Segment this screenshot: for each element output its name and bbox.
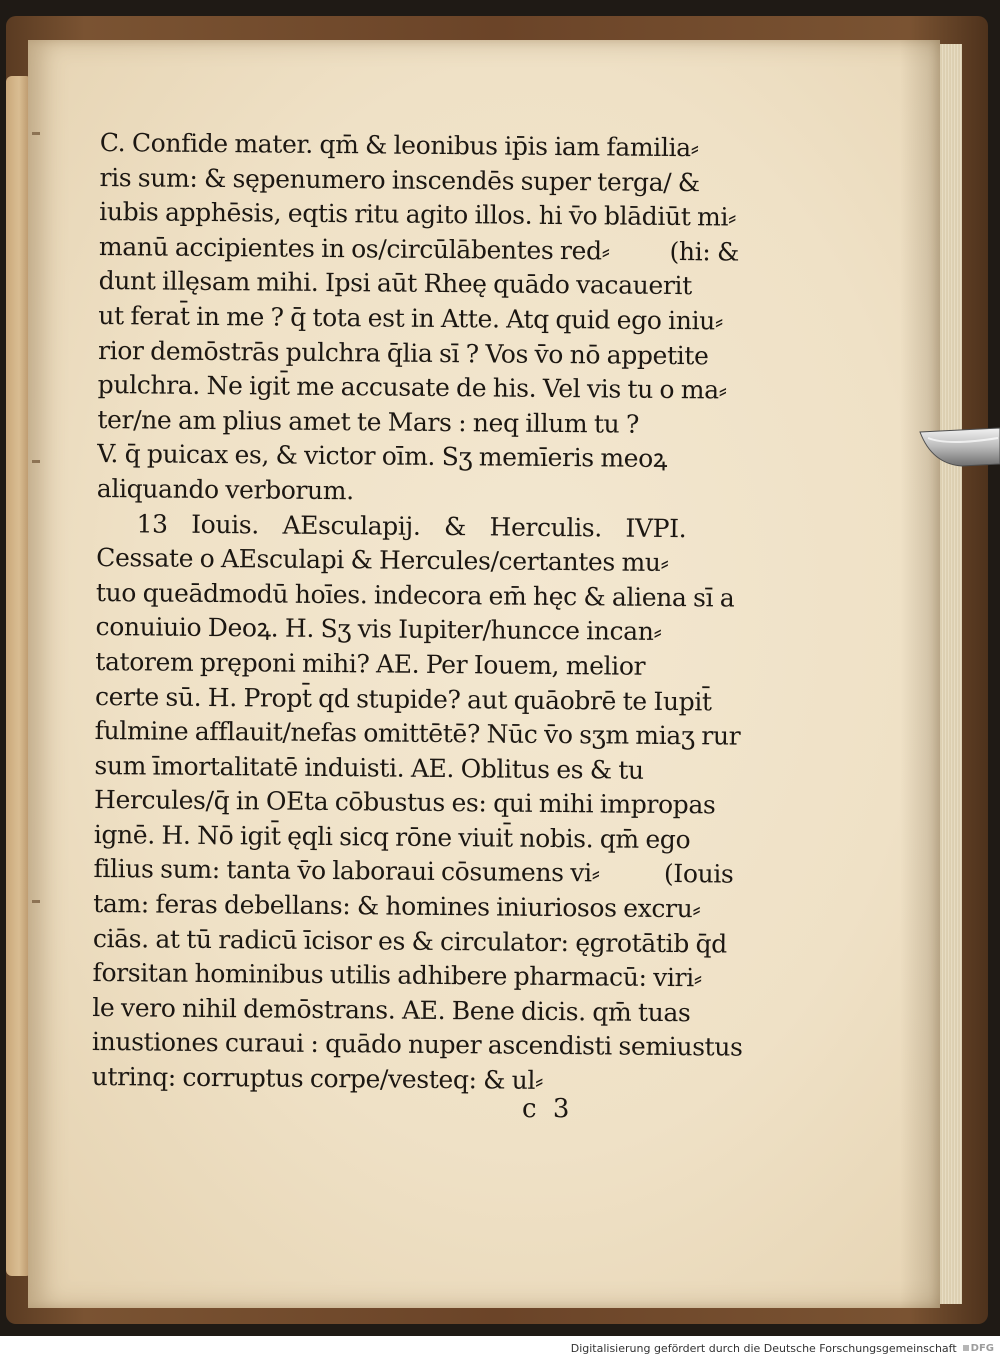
text-line	[98, 334, 738, 374]
bookmark-tool-icon	[918, 424, 1000, 470]
text-line-main: inustiones curaui : quādo nuper ascendisti semiustus	[91, 1027, 743, 1063]
text-line	[95, 645, 735, 685]
text-line-main: certe sū. H. Propt̄ qd stupide? aut quāobrē te Iupit̄	[94, 681, 712, 716]
text-line	[91, 1025, 743, 1065]
footer-bar	[0, 1336, 1000, 1360]
text-line-main: tatorem pręponi mihi? AE. Per Iouem, melior	[95, 646, 646, 681]
text-line-continuation: (Iouis	[663, 859, 734, 890]
text-line	[99, 230, 739, 270]
text-line-main: manū accipientes in os/circūlābentes red⸗	[98, 231, 610, 266]
text-line	[92, 1060, 732, 1100]
text-line	[95, 610, 735, 650]
text-line-main: C. Confide mater. qm̄ & leonibus ip̄is iam familia⸗	[99, 127, 699, 163]
text-line-main: ciās. at tū radicū īcisor es & circulator: ęgrotātib q̄d	[92, 923, 727, 959]
text-line	[93, 852, 733, 892]
text-line-main: Cessate o AEsculapi & Hercules/certantes mu⸗	[96, 543, 669, 578]
text-line-continuation: (hi: &	[669, 236, 740, 267]
text-line	[94, 783, 734, 823]
text-line-main: V. q̄ puicax es, & victor oīm. Sʒ memīeris meoꝝ	[97, 439, 668, 474]
page-text	[91, 126, 743, 1100]
text-line-main: aliquando verborum.	[96, 473, 354, 506]
text-line-main: ris sum: & sępenumero inscendēs super terga/ &	[99, 162, 700, 197]
text-line-main: pulchra. Ne igit̄ me accusate de his. Vel vis tu o ma⸗	[97, 370, 727, 405]
text-line	[100, 126, 740, 166]
signature-mark: c 3	[522, 1094, 574, 1124]
text-line	[97, 437, 737, 477]
margin-notch	[32, 900, 40, 903]
dfg-logo-icon	[963, 1343, 994, 1354]
text-line-main: 13 Iouis. AEsculapij. & Herculis. IVPI.	[136, 508, 687, 543]
text-line-main: utrinq: corruptus corpe/vesteq: & ul⸗	[91, 1061, 544, 1095]
text-line	[96, 576, 736, 616]
section-heading	[96, 507, 736, 547]
text-line	[94, 749, 734, 789]
margin-notch	[32, 132, 40, 135]
text-line	[98, 264, 738, 304]
text-line-main: dunt illęsam mihi. Ipsi aūt Rheę quādo vacauerit	[98, 266, 692, 301]
text-line	[96, 541, 736, 581]
text-line	[97, 403, 737, 443]
text-line-main: ignē. H. Nō igit̄ ęqli sicq rōne viuit̄ nobis. qm̄ ego	[93, 819, 691, 855]
text-line-main: ut ferat̄ in me ? q̄ tota est in Atte. Atq quid ego iniu⸗	[98, 300, 724, 336]
text-line	[92, 991, 732, 1031]
text-line-main: rior demōstrās pulchra q̄lia sī ? Vos v̄o nō appetite	[97, 335, 709, 370]
text-line	[94, 818, 734, 858]
margin-notch	[32, 460, 40, 463]
text-line-main: le vero nihil demōstrans. AE. Bene dicis. qm̄ tuas	[92, 992, 691, 1028]
text-line	[93, 922, 733, 962]
text-line-main: iubis apphēsis, eqtis ritu agito illos. hi v̄o blādiūt mi⸗	[99, 197, 737, 232]
text-line-main: ter/ne am plius amet te Mars : neq illum tu ?	[97, 404, 640, 439]
text-line-main: Hercules/q̄ in OEta cōbustus es: qui mihi impropas	[93, 785, 716, 820]
text-line	[99, 161, 739, 201]
text-line-main: tam: feras debellans: & homines iniuriosos excru⸗	[93, 889, 701, 924]
text-line-main: filius sum: tanta v̄o laboraui cōsumens vi⸗	[93, 854, 600, 888]
text-line	[98, 368, 738, 408]
text-line	[92, 956, 732, 996]
dfg-logo-text: DFG	[970, 1342, 994, 1354]
text-line	[94, 714, 741, 754]
text-line-main: forsitan hominibus utilis adhibere pharmacū: viri⸗	[92, 958, 702, 993]
text-line-main: conuiuio Deoꝝ. H. Sʒ vis Iupiter/huncce incan⸗	[95, 612, 662, 647]
text-line-main: sum īmortalitatē induisti. AE. Oblitus es & tu	[94, 750, 644, 785]
text-line	[99, 195, 739, 235]
text-line-main: fulmine afflauit/nefas omittētē? Nūc v̄o sʒm miaʒ rur	[94, 716, 741, 751]
text-line-main: tuo queādmodū hoīes. indecora em̄ hęc & aliena sī a	[95, 577, 735, 613]
text-line	[98, 299, 738, 339]
fore-edge-shadow	[900, 40, 940, 1308]
text-line	[93, 887, 733, 927]
text-line	[95, 679, 735, 719]
text-line	[97, 472, 737, 512]
funding-credit: Digitalisierung gefördert durch die Deutsche Forschungsgemeinschaft	[570, 1341, 957, 1355]
